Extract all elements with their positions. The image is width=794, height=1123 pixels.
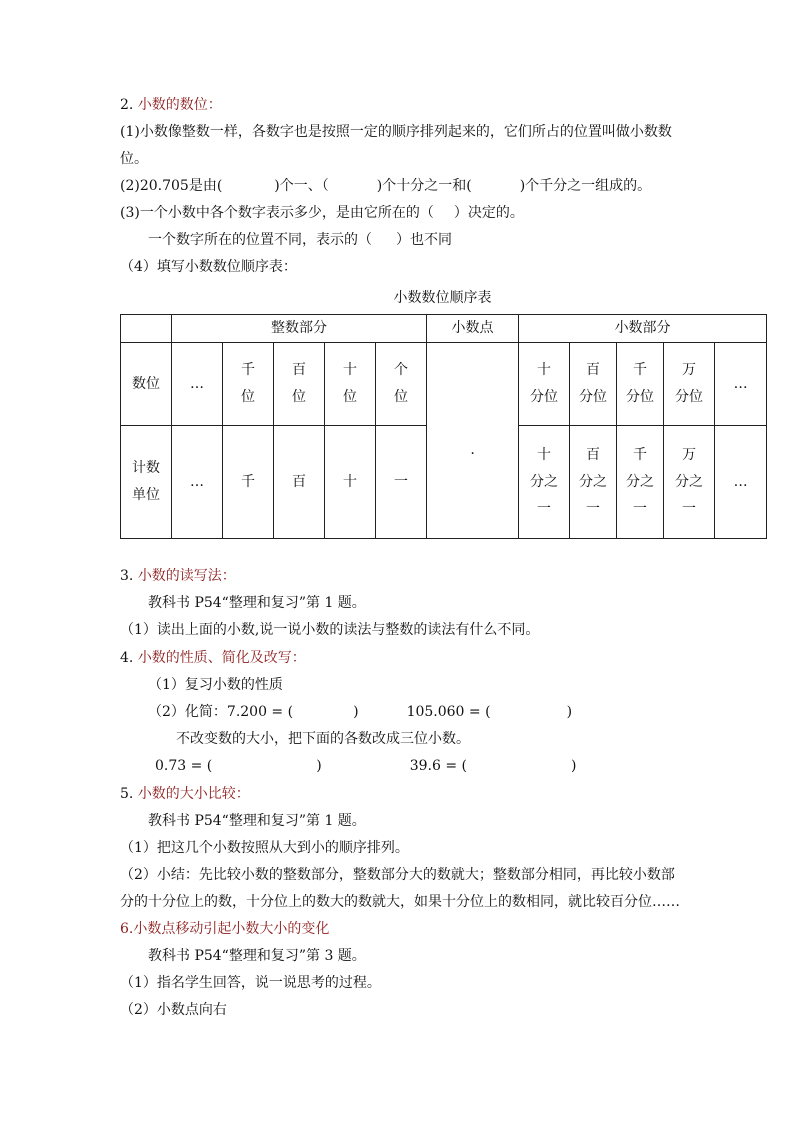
paragraph: （2）小结：先比较小数的整数部分，整数部分大的数就大；整数部分相同，再比较小数部 (120, 867, 675, 883)
text: )个一、（ (274, 178, 329, 194)
text: 0.73 = ( (155, 758, 213, 774)
place-tens: 十 位 (325, 343, 376, 426)
row-label-place: 数位 (121, 343, 172, 426)
section-number: 4. (120, 650, 134, 666)
ellipsis-cell: … (715, 343, 767, 426)
paragraph: 位。 (120, 151, 148, 167)
unit-thousand: 千 (223, 426, 274, 539)
text: (2)20.705是由( (120, 178, 223, 194)
paragraph: 分的十分位上的数，十分位上的数大的数就大，如果十分位上的数相同，就比较百分位…… (120, 894, 680, 910)
place-hundreds: 百 位 (274, 343, 325, 426)
header-decimal-part: 小数部分 (519, 315, 767, 343)
unit-one: 一 (376, 426, 427, 539)
fill-in-question-3 (120, 203, 524, 223)
unit-thousandth: 千 分之 一 (617, 426, 664, 539)
unit-tenth: 十 分之 一 (519, 426, 570, 539)
text: 39.6 = ( (409, 758, 467, 774)
row-label-unit: 计数 单位 (121, 426, 172, 539)
table-caption: 小数数位顺序表 (393, 290, 492, 306)
section-2-heading (120, 95, 222, 115)
section-number: 3. (120, 568, 134, 584)
text: )个十分之一和( (376, 178, 472, 194)
section-3-heading (120, 566, 236, 586)
ellipsis-cell: … (172, 426, 223, 539)
paragraph: （1）复习小数的性质 (148, 677, 283, 693)
paragraph: （1）指名学生回答，说一说思考的过程。 (120, 975, 381, 991)
place-thousands: 千 位 (223, 343, 274, 426)
place-ten-thousandths: 万 分位 (664, 343, 715, 426)
decimal-place-table (120, 314, 767, 539)
text: ）也不同 (396, 232, 452, 248)
text: 105.060 = ( (406, 704, 491, 720)
text: ) (566, 704, 573, 720)
unit-ten-thousandth: 万 分之 一 (664, 426, 715, 539)
header-decimal-point: 小数点 (427, 315, 519, 343)
section-title: 小数的性质、简化及改写： (137, 650, 306, 666)
unit-hundred: 百 (274, 426, 325, 539)
decimal-point-cell: . (427, 343, 519, 539)
section-number: 2. (120, 97, 134, 113)
text: )个千分之一组成的。 (519, 178, 652, 194)
text: ) (353, 704, 359, 720)
section-title: 小数的数位： (137, 97, 222, 113)
fill-in-question-4 (148, 230, 452, 250)
place-tenths: 十 分位 (519, 343, 570, 426)
text: （2）化简：7.200 = ( (148, 704, 294, 720)
paragraph: （2）小数点向右 (120, 1002, 227, 1018)
fill-in-question-2 (120, 176, 651, 196)
section-5-heading (120, 784, 250, 804)
text: ) (316, 758, 322, 774)
place-ones: 个 位 (376, 343, 427, 426)
section-6-heading: 6.小数点移动引起小数大小的变化 (120, 921, 330, 937)
simplify-question (148, 702, 572, 722)
section-title: 小数的大小比较： (137, 786, 250, 802)
ellipsis-cell: … (172, 343, 223, 426)
ellipsis-cell: … (715, 426, 767, 539)
paragraph: （1）读出上面的小数,说一说小数的读法与整数的读法有什么不同。 (120, 622, 540, 638)
unit-hundredth: 百 分之 一 (570, 426, 617, 539)
place-hundredths: 百 分位 (570, 343, 617, 426)
section-number: 5. (120, 786, 134, 802)
paragraph: （4）填写小数数位顺序表： (120, 259, 297, 275)
unit-ten: 十 (325, 426, 376, 539)
paragraph: 不改变数的大小，把下面的各数改成三位小数。 (176, 731, 470, 747)
text: 一个数字所在的位置不同，表示的（ (148, 232, 372, 248)
empty-cell (121, 315, 172, 343)
text: ）决定的。 (453, 205, 524, 221)
text: (3)一个小数中各个数字表示多少，是由它所在的（ (120, 205, 434, 221)
paragraph: 教科书 P54“整理和复习”第 1 题。 (148, 813, 366, 829)
text: ) (571, 758, 577, 774)
paragraph: 教科书 P54“整理和复习”第 3 题。 (148, 948, 366, 964)
header-integer-part: 整数部分 (172, 315, 427, 343)
place-thousandths: 千 分位 (617, 343, 664, 426)
convert-question (155, 756, 576, 776)
paragraph: （1）把这几个小数按照从大到小的顺序排列。 (120, 840, 409, 856)
paragraph: 教科书 P54“整理和复习”第 1 题。 (148, 595, 366, 611)
section-4-heading (120, 648, 306, 668)
paragraph: (1)小数像整数一样，各数字也是按照一定的顺序排列起来的，它们所占的位置叫做小数数 (120, 124, 672, 140)
section-title: 小数的读写法： (137, 568, 236, 584)
